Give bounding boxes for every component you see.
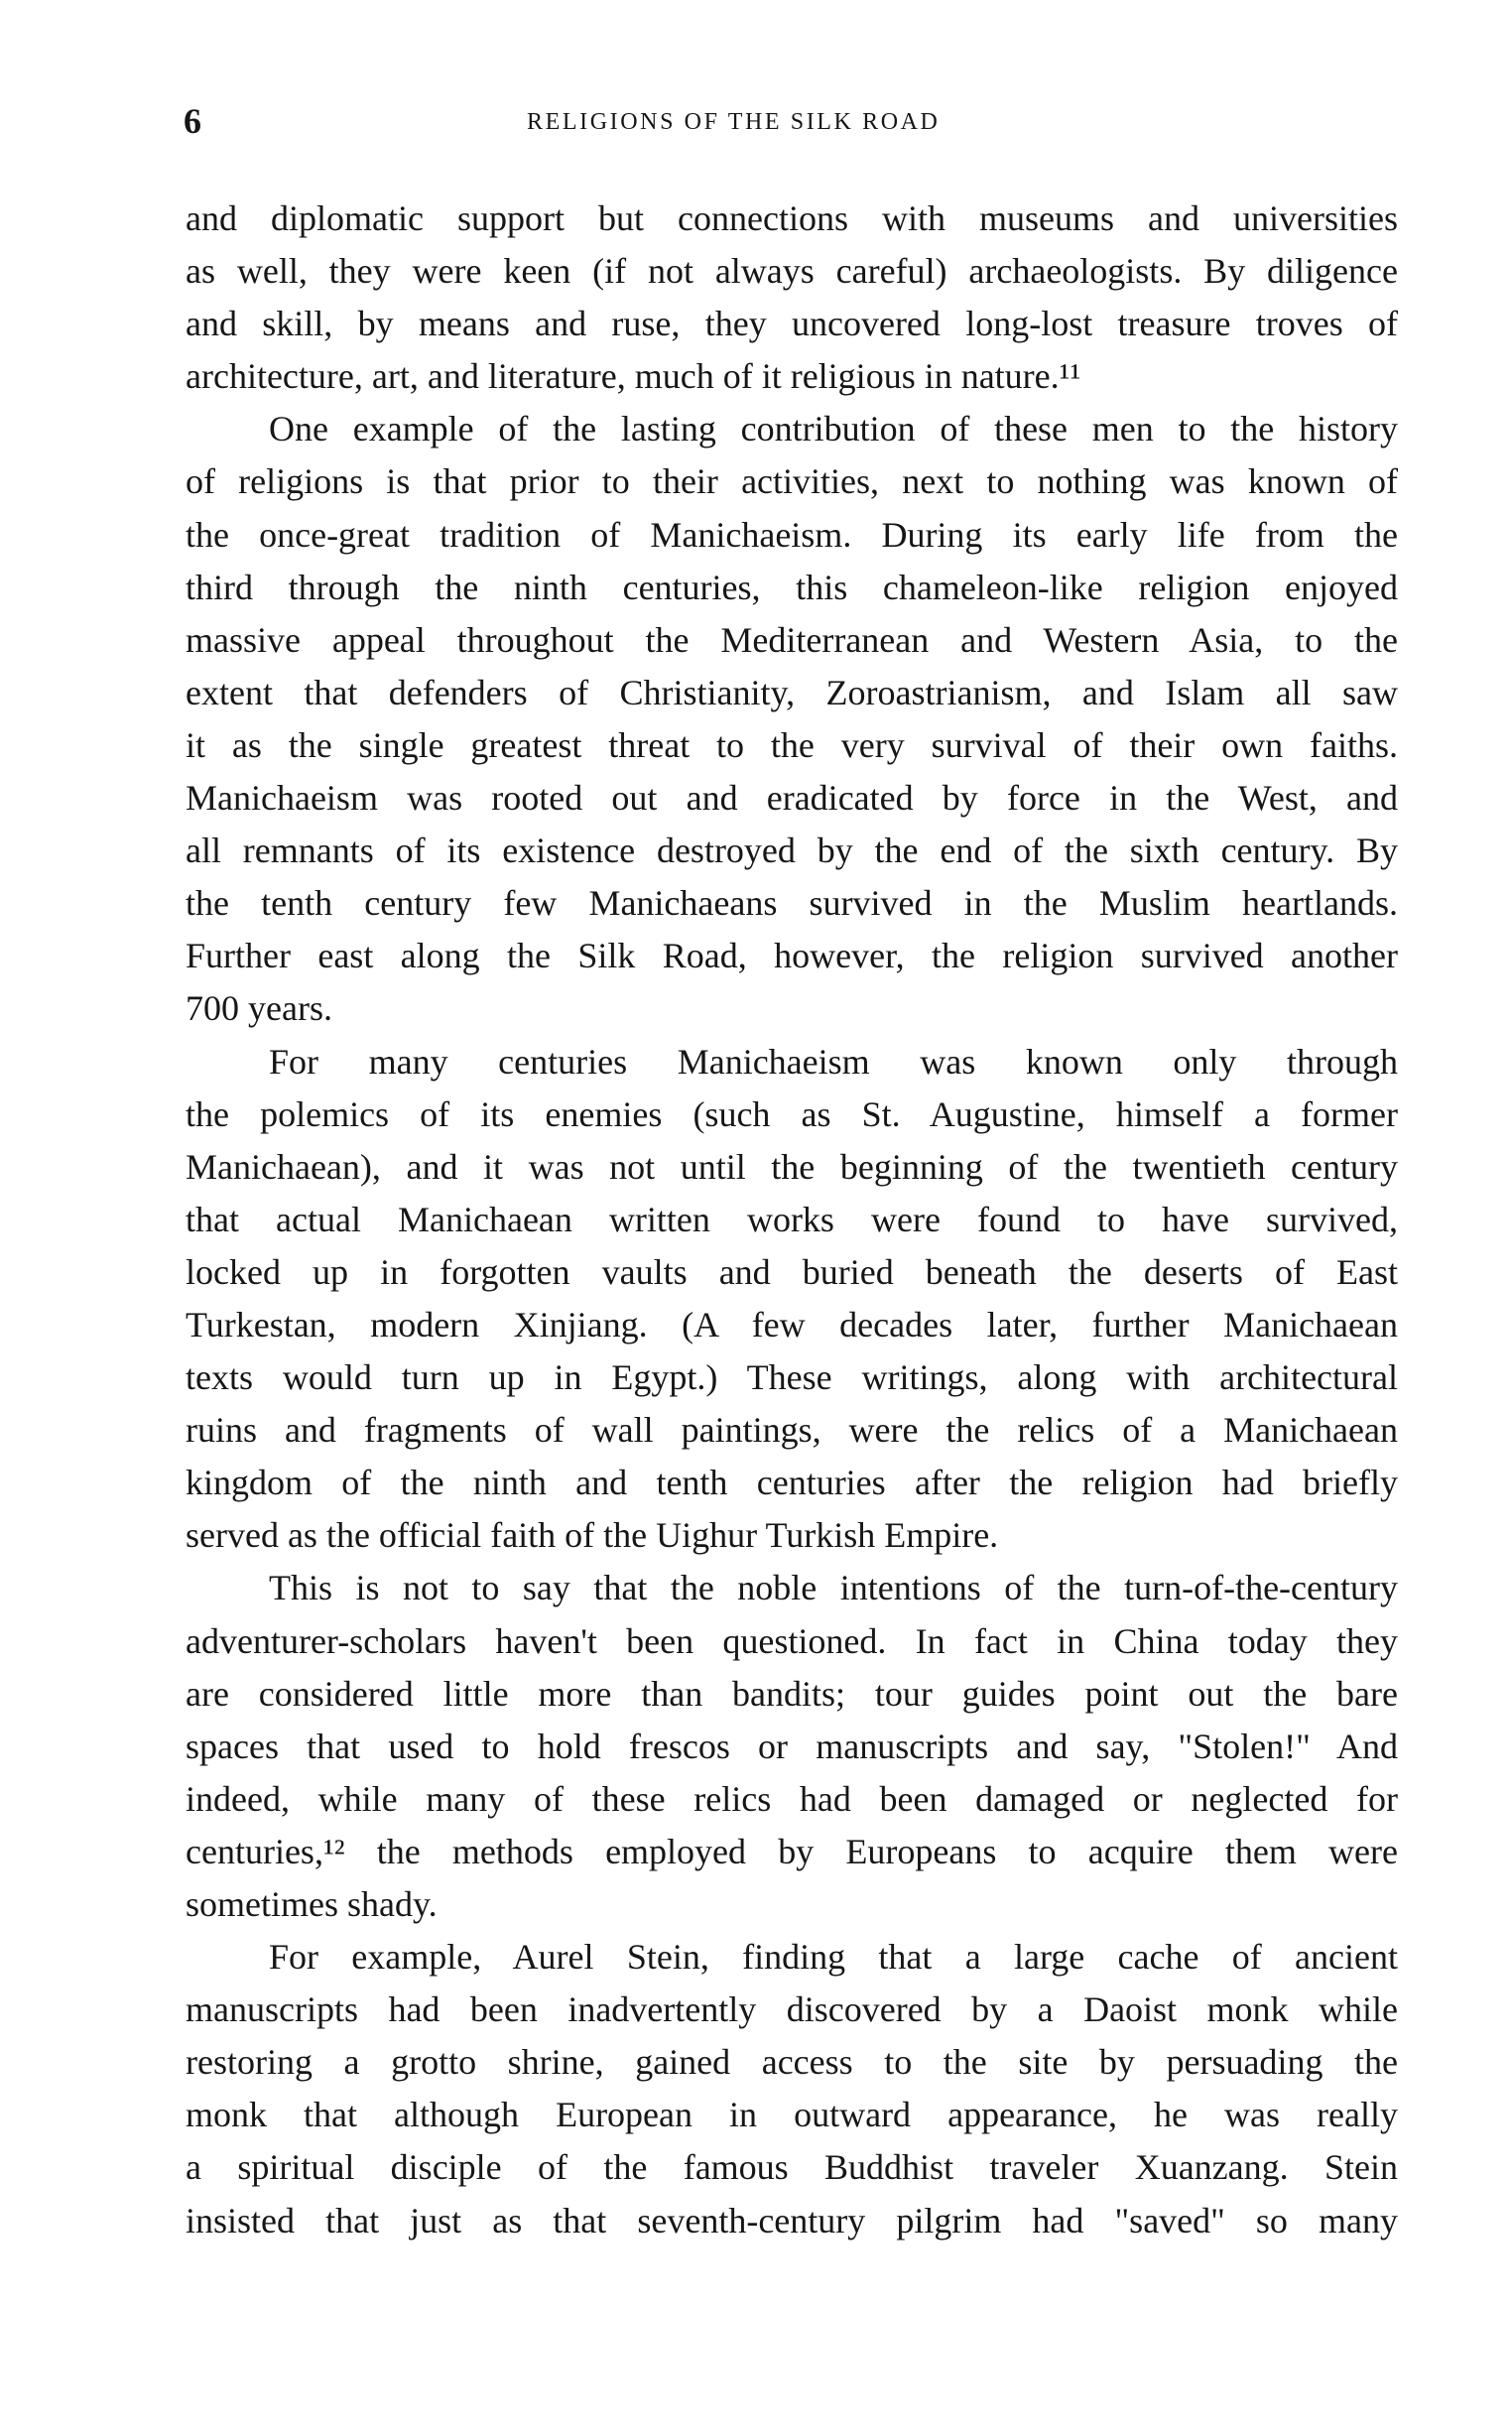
text-line: and skill, by means and ruse, they uncovered long-lost treasure troves of [186, 304, 1398, 344]
paragraph [186, 192, 1398, 403]
text-line: as well, they were keen (if not always careful) archaeologists. By diligence [186, 251, 1398, 292]
text-line: For example, Aurel Stein, finding that a large cache of ancient [269, 1937, 1398, 1978]
text-line: the once-great tradition of Manichaeism. During its early life from the [186, 514, 1398, 555]
text-line: the tenth century few Manichaeans survived in the Muslim heartlands. [186, 883, 1398, 924]
text-line: Further east along the Silk Road, however, the religion survived another [186, 936, 1398, 976]
text-line: architecture, art, and literature, much of it religious in nature.¹¹ [186, 356, 1081, 397]
paragraph [186, 403, 1398, 1035]
text-line: sometimes shady. [186, 1884, 438, 1924]
text-line: Manichaeism was rooted out and eradicated by force in the West, and [186, 778, 1398, 819]
text-line: massive appeal throughout the Mediterranean and Western Asia, to the [186, 619, 1398, 660]
running-head: RELIGIONS OF THE SILK ROAD [527, 109, 941, 135]
text-line: One example of the lasting contribution of these men to the history [269, 409, 1398, 449]
text-line: spaces that used to hold frescos or manuscripts and say, "Stolen!" And [186, 1726, 1398, 1766]
text-line: extent that defenders of Christianity, Zoroastrianism, and Islam all saw [186, 672, 1398, 712]
paragraph [186, 1931, 1398, 2247]
body-text [186, 192, 1398, 2247]
text-line: ruins and fragments of wall paintings, were the relics of a Manichaean [186, 1410, 1398, 1451]
paragraph [186, 1562, 1398, 1931]
text-line: are considered little more than bandits; tour guides point out the bare [186, 1673, 1398, 1714]
text-line: all remnants of its existence destroyed by the end of the sixth century. By [186, 831, 1398, 871]
text-line: locked up in forgotten vaults and buried beneath the deserts of East [186, 1251, 1398, 1292]
text-line: insisted that just as that seventh-century pilgrim had "saved" so many [186, 2200, 1398, 2241]
text-line: that actual Manichaean written works were found to have survived, [186, 1199, 1398, 1239]
text-line: the polemics of its enemies (such as St. Augustine, himself a former [186, 1093, 1398, 1134]
text-line: Manichaean), and it was not until the beginning of the twentieth century [186, 1146, 1398, 1187]
text-line: third through the ninth centuries, this chameleon-like religion enjoyed [186, 567, 1398, 607]
text-line: This is not to say that the noble intentions of the turn-of-the-century [269, 1568, 1398, 1608]
text-line: indeed, while many of these relics had been damaged or neglected for [186, 1778, 1398, 1819]
page-header [182, 99, 1372, 149]
text-line: 700 years. [186, 988, 332, 1029]
text-line: manuscripts had been inadvertently discovered by a Daoist monk while [186, 1989, 1398, 2030]
text-line: Turkestan, modern Xinjiang. (A few decades later, further Manichaean [186, 1304, 1398, 1345]
text-line: and diplomatic support but connections with museums and universities [186, 198, 1398, 238]
text-line: adventurer-scholars haven't been questioned. In fact in China today they [186, 1620, 1398, 1661]
text-line: For many centuries Manichaeism was known only through [269, 1041, 1398, 1082]
paragraph [186, 1036, 1398, 1563]
text-line: a spiritual disciple of the famous Buddhist traveler Xuanzang. Stein [186, 2147, 1398, 2188]
text-line: it as the single greatest threat to the very survival of their own faiths. [186, 724, 1398, 765]
page-number: 6 [184, 101, 201, 141]
text-line: centuries,¹² the methods employed by Europeans to acquire them were [186, 1831, 1398, 1871]
text-line: texts would turn up in Egypt.) These writings, along with architectural [186, 1357, 1398, 1398]
text-line: served as the official faith of the Uighur Turkish Empire. [186, 1515, 999, 1556]
text-line: of religions is that prior to their activities, next to nothing was known of [186, 461, 1398, 502]
text-line: restoring a grotto shrine, gained access to the site by persuading the [186, 2042, 1398, 2083]
text-line: kingdom of the ninth and tenth centuries after the religion had briefly [186, 1463, 1398, 1503]
text-line: monk that although European in outward appearance, he was really [186, 2095, 1398, 2135]
